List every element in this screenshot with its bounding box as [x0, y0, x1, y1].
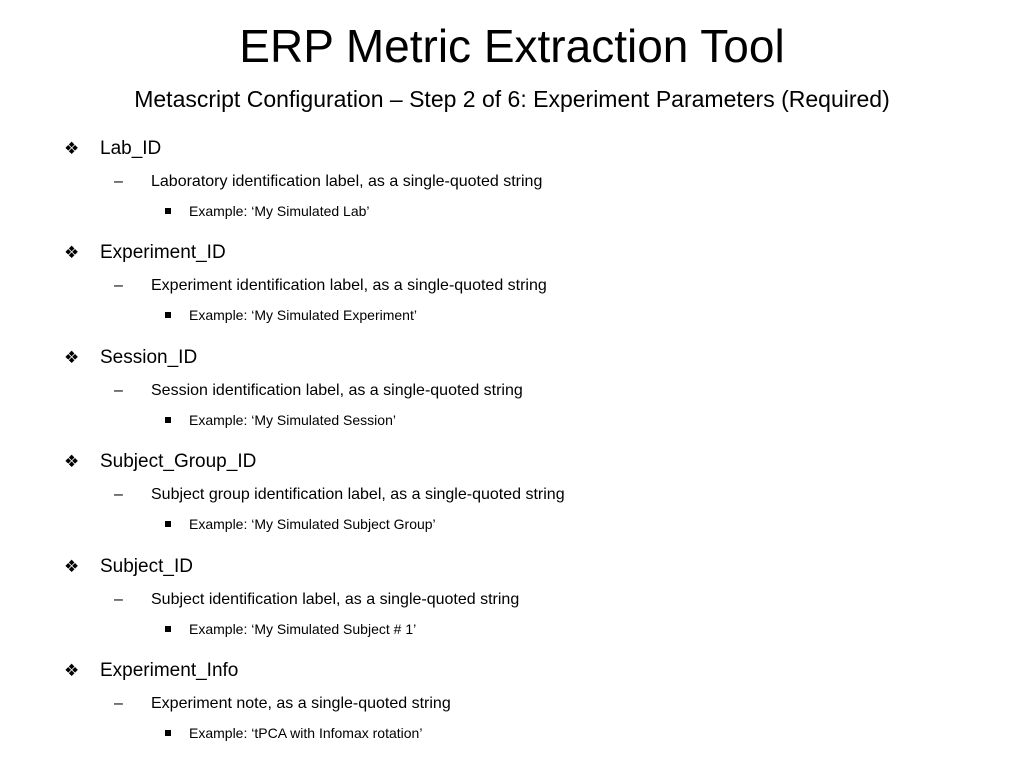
square-bullet-icon: [165, 208, 171, 214]
parameter-description: Subject identification label, as a single-quoted string: [151, 590, 520, 608]
dash-bullet-icon: –: [114, 486, 123, 504]
parameter-description: Subject group identification label, as a single-quoted string: [151, 486, 565, 504]
dash-bullet-icon: –: [114, 173, 123, 190]
parameter-description: Experiment note, as a single-quoted string: [151, 694, 451, 712]
square-bullet-icon: [165, 312, 171, 318]
parameter-description: Experiment identification label, as a single-quoted string: [151, 277, 547, 295]
parameter-description: Session identification label, as a single-quoted string: [151, 381, 523, 399]
dash-bullet-icon: –: [114, 381, 123, 399]
parameter-example: Example: ‘tPCA with Infomax rotation’: [189, 724, 423, 741]
parameter-name: Lab_ID: [100, 138, 162, 159]
parameter-item-lab-id: [0, 135, 1024, 239]
slide-title: ERP Metric Extraction Tool: [239, 20, 785, 72]
diamond-bullet-icon: ❖: [64, 347, 80, 367]
diamond-bullet-icon: ❖: [64, 139, 80, 158]
square-bullet-icon: [165, 626, 171, 632]
square-bullet-icon: [165, 521, 171, 527]
parameter-list: [0, 135, 1024, 761]
diamond-bullet-icon: ❖: [64, 556, 80, 576]
parameter-item-session-id: [0, 344, 1024, 448]
parameter-name: Session_ID: [100, 346, 198, 368]
parameter-item-subject-id: [0, 553, 1024, 657]
parameter-name: Experiment_Info: [100, 659, 239, 681]
parameter-item-subject-group-id: [0, 448, 1024, 552]
parameter-item-experiment-info: [0, 657, 1024, 761]
diamond-bullet-icon: ❖: [64, 452, 80, 472]
dash-bullet-icon: –: [114, 590, 123, 608]
parameter-item-experiment-id: [0, 239, 1024, 343]
square-bullet-icon: [165, 417, 171, 423]
parameter-description: Laboratory identification label, as a single-quoted string: [151, 173, 543, 190]
slide-subtitle: Metascript Configuration – Step 2 of 6: Experiment Parameters (Required): [134, 86, 890, 112]
parameter-name: Subject_ID: [100, 555, 193, 577]
parameter-name: Experiment_ID: [100, 242, 226, 264]
diamond-bullet-icon: ❖: [64, 243, 80, 263]
dash-bullet-icon: –: [114, 277, 123, 295]
diamond-bullet-icon: ❖: [64, 660, 80, 680]
parameter-example: Example: ‘My Simulated Subject # 1’: [189, 620, 417, 637]
parameter-example: Example: ‘My Simulated Subject Group’: [189, 516, 436, 533]
parameter-example: Example: ‘My Simulated Experiment’: [189, 307, 417, 324]
dash-bullet-icon: –: [114, 694, 123, 712]
parameter-example: Example: ‘My Simulated Session’: [189, 411, 396, 428]
parameter-example: Example: ‘My Simulated Lab’: [189, 203, 370, 219]
parameter-name: Subject_Group_ID: [100, 451, 257, 473]
square-bullet-icon: [165, 730, 171, 736]
